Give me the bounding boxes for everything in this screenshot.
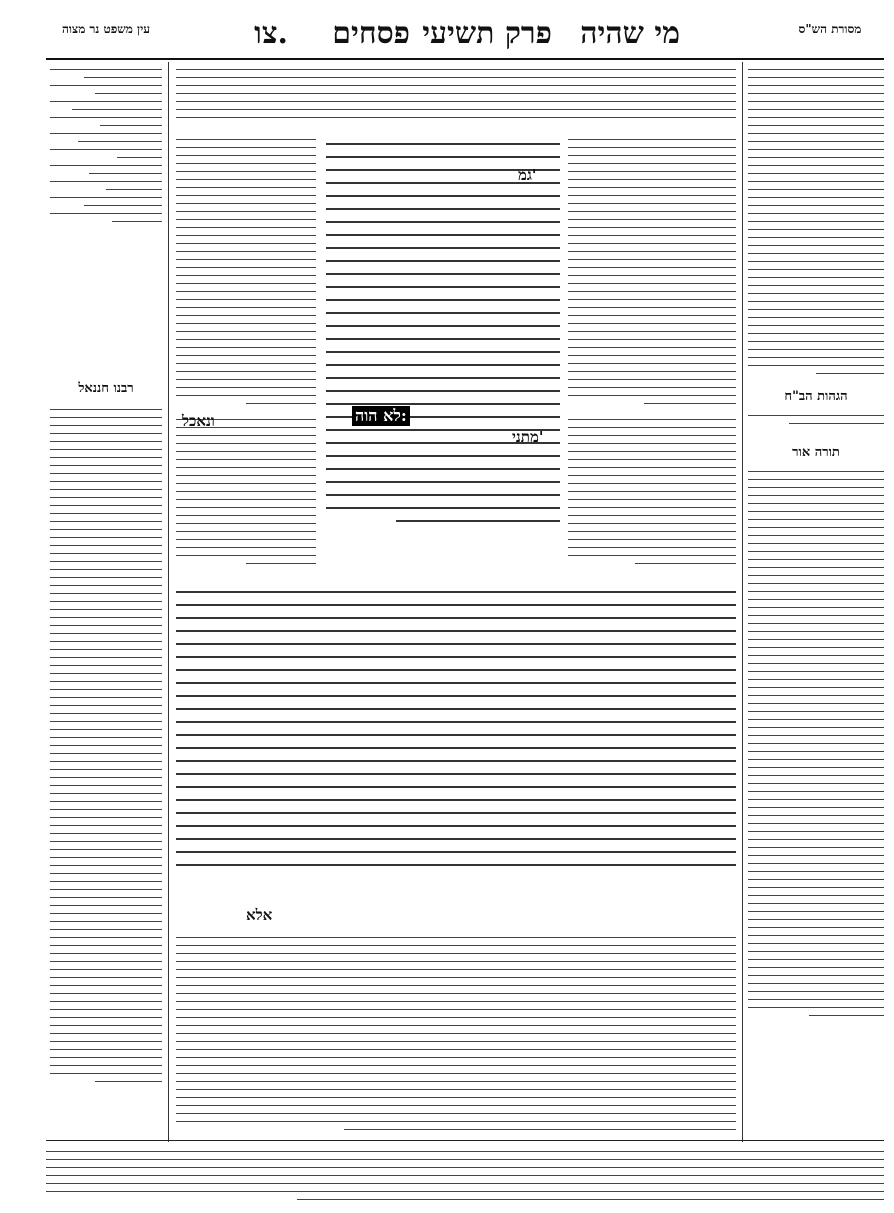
header-rule (46, 58, 884, 60)
footer-rule (46, 1140, 884, 1141)
highlighted-word: לא הוה: (352, 406, 410, 426)
rabbeinu-chananel-heading: רבנו חננאל (78, 381, 134, 396)
page-header-title (214, 14, 680, 54)
footer-notes (46, 1144, 884, 1204)
column-rule-right (742, 62, 743, 1142)
column-rule-left (168, 62, 169, 1142)
tosafot-opening-word: ונאכל (182, 412, 215, 430)
header-tractate: פסחים (332, 16, 410, 51)
gemara-text-wide (176, 580, 736, 900)
rashi-column-right (568, 132, 736, 404)
masoret-hashas-column (748, 62, 884, 382)
masoret-hashas-label: מסורת הש"ס (798, 22, 862, 36)
commentary-top-band (176, 62, 736, 124)
tosafot-column-left-mid (176, 412, 316, 572)
torah-or-column (748, 464, 884, 1124)
header-folio: צו. (254, 16, 288, 51)
commentary-lower-band (176, 930, 736, 1130)
ein-mishpat-column (50, 62, 162, 222)
rashi-column-right-mid (568, 412, 736, 572)
mishnah-opening-word: מתני' (512, 428, 544, 446)
header-chapter-name: מי שהיה (580, 16, 680, 51)
gemara-final-word: אלא (246, 906, 273, 924)
gemara-opening-word: גמ' (518, 166, 537, 184)
torah-or-heading: תורה אור (792, 445, 840, 460)
gemara-text-upper (326, 132, 560, 570)
hagahot-habach-heading: הגהות הב"ח (784, 389, 848, 404)
header-chapter-number: פרק תשיעי (422, 16, 552, 51)
ein-mishpat-label: עין משפט נר מצוה (61, 22, 151, 36)
tosafot-column-left (176, 132, 316, 404)
rabbeinu-chananel-column (50, 402, 162, 1122)
hagahot-habach-column (748, 408, 884, 438)
